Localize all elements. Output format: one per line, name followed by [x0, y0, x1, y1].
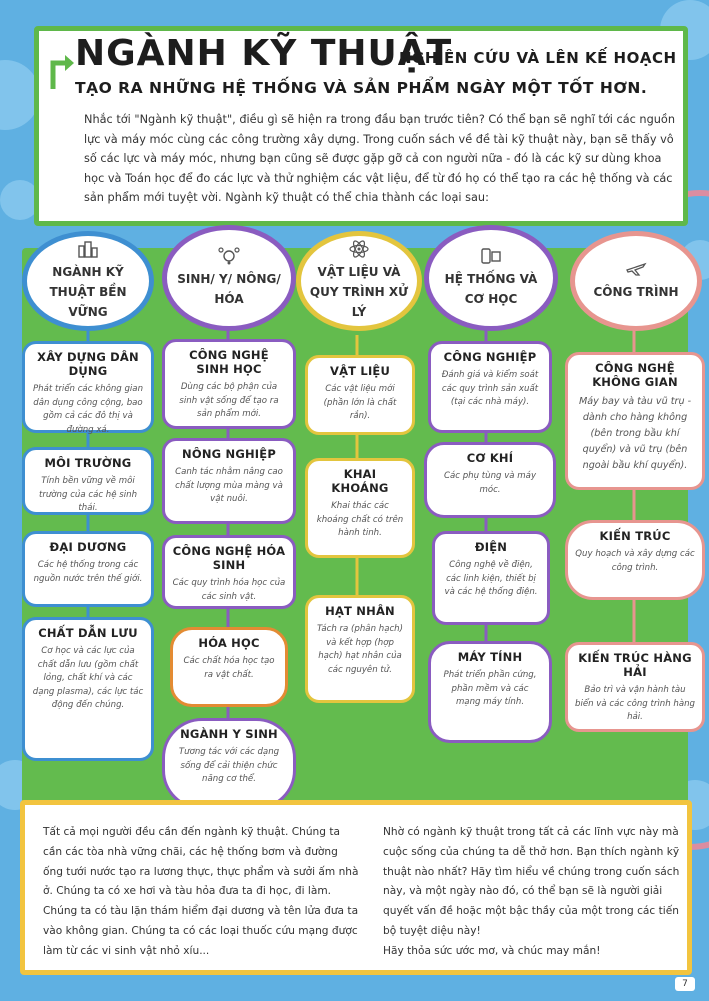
card-description: Cơ học và các lực của chất dẫn lưu (gồm chất lỏng, chất khí và các dạng plasma), các lực tác động đến chúng. — [32, 646, 144, 710]
footer-paragraph-right: Nhờ có ngành kỹ thuật trong tất cả các lĩnh vực này mà cuộc sống của chúng ta dễ thở hơn. Bạn thích ngành kỹ thuật nào nhất? Hãy tìm hiểu về chúng trong cuốn sách này, và một ngày nào đó, có thể bạn sẽ là người giải quyết vấn đề hoặc một bậc thầy của một trong các tiến bộ tuyệt diệu này! — [383, 826, 680, 937]
card-biochem — [162, 535, 296, 609]
card-title: ĐIỆN — [474, 540, 508, 554]
card-civil — [22, 341, 154, 433]
card-description: Bảo trì và vận hành tàu biển và các công trình hàng hải. — [575, 685, 695, 722]
card-description: Các chất hóa học tạo ra vật chất. — [183, 656, 275, 680]
card-title: CƠ KHÍ — [466, 451, 514, 465]
card-title: MÁY TÍNH — [457, 650, 523, 664]
page-subtitle-line-1: NGHIÊN CỨU VÀ LÊN KẾ HOẠCH — [399, 49, 677, 67]
category-label: HỆ THỐNG VÀ CƠ HỌC — [444, 272, 538, 306]
card-title: CHẤT DẪN LƯU — [38, 626, 138, 640]
card-description: Các phụ tùng và máy móc. — [443, 471, 537, 495]
category-bio-med-agri-chem — [162, 225, 296, 331]
card-title: NÔNG NGHIỆP — [182, 447, 276, 461]
card-mining — [305, 458, 415, 558]
card-title: VẬT LIỆU — [329, 364, 391, 378]
card-description: Công nghệ về điện, các linh kiện, thiết bị và các hệ thống điện. — [444, 560, 538, 597]
card-description: Máy bay và tàu vũ trụ - dành cho hàng không (bên trong bầu khí quyển) và vũ trụ (bên ngoài bầu khí quyển). — [578, 396, 692, 471]
buildings-icon — [77, 240, 99, 258]
card-title: KIẾN TRÚC HÀNG HẢI — [578, 651, 692, 679]
card-mechanical — [424, 442, 556, 518]
devices-icon — [480, 247, 502, 265]
card-description: Dùng các bộ phận của sinh vật sống để tạo ra sản phẩm mới. — [179, 382, 279, 419]
card-fluids — [22, 617, 154, 761]
card-title: KIẾN TRÚC — [599, 529, 671, 543]
card-description: Các hệ thống trong các nguồn nước trên thế giới. — [33, 560, 143, 584]
category-label: SINH/ Y/ NÔNG/ HÓA — [177, 272, 281, 306]
category-label: NGÀNH KỸ THUẬT BỀN VỮNG — [49, 265, 127, 319]
category-systems-mechanics — [424, 225, 558, 331]
footer-box — [20, 800, 692, 975]
card-biomedical — [162, 718, 296, 810]
card-description: Quy hoạch và xây dựng các công trình. — [575, 549, 695, 573]
card-electrical — [432, 531, 550, 625]
card-chemistry — [170, 627, 288, 707]
card-ocean — [22, 531, 154, 607]
card-naval-architecture — [565, 642, 705, 732]
card-industrial — [428, 341, 552, 433]
card-title: NGÀNH Y SINH — [180, 727, 278, 741]
card-title: HẠT NHÂN — [325, 604, 395, 618]
card-biotech — [162, 339, 296, 429]
plane-icon — [625, 260, 647, 278]
intro-paragraph: Nhắc tới "Ngành kỹ thuật", điều gì sẽ hiện ra trong đầu bạn trước tiên? Có thể bạn sẽ nghĩ tới các nguồn lực và máy móc cùng các công trường xây dựng. Trong cuốn sách về đề tài kỹ thuật này, bạn sẽ thấy vô số các lực và máy móc, nhưng bạn cũng sẽ được gặp gỡ cả con người nữa - đó là các kỹ sư dùng khoa học và Toán học để đo các lực và thử nghiệm các vật liệu, để từ đó họ có thể tạo ra các hệ thống và các sản phẩm mới tuyệt vời. Ngành kỹ thuật có thể chia thành các loại sau: — [84, 113, 675, 204]
card-architecture — [565, 520, 705, 600]
footer-paragraph-right-wrap — [383, 823, 683, 962]
card-title: KHAI KHOÁNG — [331, 467, 389, 495]
category-label: VẬT LIỆU VÀ QUY TRÌNH XỬ LÝ — [309, 265, 409, 319]
category-sustainable — [22, 231, 154, 331]
page-subtitle-line-2: TẠO RA NHỮNG HỆ THỐNG VÀ SẢN PHẨM NGÀY MỘT TỐT HƠN. — [75, 79, 648, 97]
header-box — [34, 26, 688, 226]
card-aerospace — [565, 352, 705, 490]
card-title: XÂY DỰNG DÂN DỤNG — [37, 350, 139, 378]
card-title: CÔNG NGHỆ KHÔNG GIAN — [592, 361, 678, 389]
card-title: ĐẠI DƯƠNG — [49, 540, 127, 554]
footer-closing: Hãy thỏa sức ước mơ, và chúc may mắn! — [383, 944, 601, 957]
category-label: CÔNG TRÌNH — [593, 285, 679, 299]
card-description: Các vật liệu mới (phần lớn là chất rắn). — [323, 384, 397, 421]
card-description: Đánh giá và kiểm soát các quy trình sản xuất (tại các nhà máy). — [441, 370, 539, 407]
card-description: Canh tác nhằm nâng cao chất lượng mùa màng và vật nuôi. — [175, 467, 283, 504]
card-title: MÔI TRƯỜNG — [44, 456, 132, 470]
card-description: Các quy trình hóa học của các sinh vật. — [172, 578, 286, 602]
card-environment — [22, 447, 154, 515]
atom-icon — [348, 240, 370, 258]
card-description: Tương tác với các dạng sống để cải thiện chức năng cơ thể. — [178, 747, 280, 784]
card-title: CÔNG NGHỆ SINH HỌC — [189, 348, 269, 376]
card-description: Tính bền vững về môi trường của các hệ sinh thái. — [38, 476, 138, 513]
bio-icon — [218, 247, 240, 265]
card-title: CÔNG NGHỆ HÓA SINH — [172, 544, 286, 572]
page-number: 7 — [675, 977, 695, 991]
card-description: Phát triển các không gian dân dụng công cộng, bao gồm cả các đô thị và đường xá. — [32, 384, 144, 435]
card-description: Khai thác các khoáng chất có trên hành tinh. — [316, 501, 404, 538]
card-agriculture — [162, 438, 296, 524]
category-materials-processing — [296, 231, 422, 331]
card-materials — [305, 355, 415, 435]
category-structures — [570, 231, 702, 331]
card-nuclear — [305, 595, 415, 703]
turn-arrow-icon — [49, 51, 75, 91]
card-description: Tách ra (phân hạch) và kết hợp (hợp hạch) hạt nhân của các nguyên tử. — [317, 624, 403, 675]
card-computer — [428, 641, 552, 743]
card-description: Phát triển phần cứng, phần mềm và các mạng máy tính. — [443, 670, 537, 707]
page-title: NGÀNH KỸ THUẬT — [75, 33, 453, 74]
card-title: CÔNG NGHIỆP — [443, 350, 537, 364]
footer-paragraph-left: Tất cả mọi người đều cần đến ngành kỹ thuật. Chúng ta cần các tòa nhà vững chãi, các hệ thống bơm và đường ống tưới nước tạo ra lương thực, thực phẩm và sưởi ấm nhà ở. Chúng ta có xe hơi và tàu hỏa đưa ta đi học, đi làm. Chúng ta có tàu lặn thám hiểm đại dương và tên lửa đưa ta vào không gian. Chúng ta có các loại thuốc cứu mạng được làm từ các vi sinh vật nhỏ xíu... — [43, 826, 359, 957]
card-title: HÓA HỌC — [198, 636, 260, 650]
